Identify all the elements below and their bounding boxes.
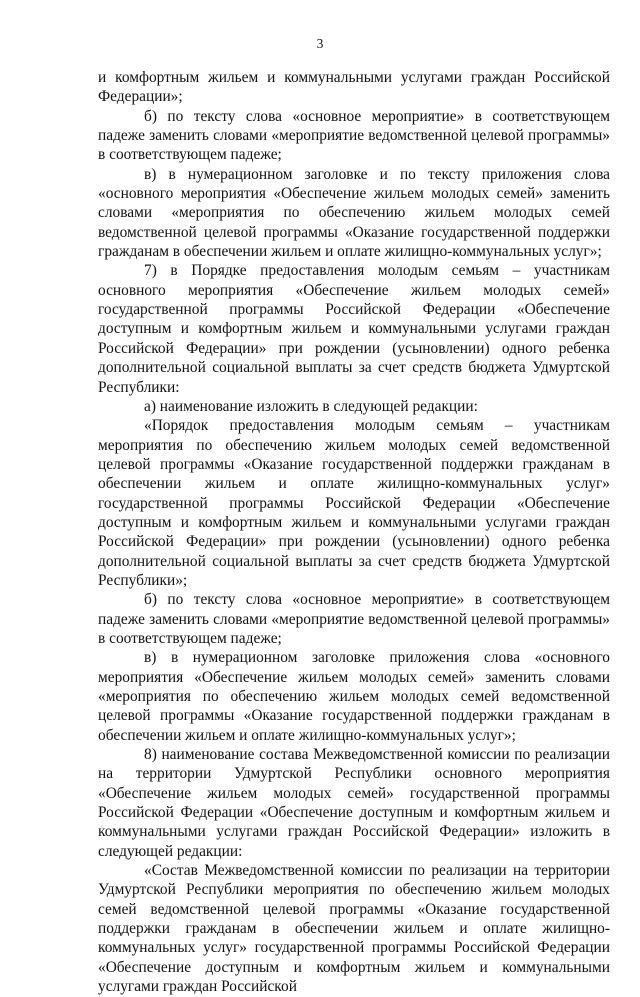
paragraph-continuation: и комфортным жильем и коммунальными услугами граждан Российской Федерации»; <box>98 69 610 106</box>
paragraph-item-v-2: в) в нумерационном заголовке приложения слова «основного мероприятия «Обеспечение жильем молодых семей» заменить словами «мероприятия по обеспечению жильем молодых семей ведомственной целевой программы «Оказание государственной поддержки гражданам в обеспечении жильем и оплате жилищно-коммунальных услуг»; <box>98 649 610 744</box>
paragraph-item-8: 8) наименование состава Межведомственной комиссии по реализации на территории Удмуртской Республики основного мероприятия «Обеспечение жильем молодых семей» государственной программы Российской Федерации «Обеспечение доступным и комфортным жильем и коммунальными услугами граждан Российской Федерации» изложить в следующей редакции: <box>98 746 610 860</box>
document-body <box>98 68 610 997</box>
paragraph-item-a: а) наименование изложить в следующей редакции: <box>144 397 478 415</box>
paragraph-item-7: 7) в Порядке предоставления молодым семьям – участникам основного мероприятия «Обеспечение жильем молодых семей» государственной программы Российской Федерации «Обеспечение доступным и комфортным жильем и коммунальными услугами граждан Российской Федерации» при рождении (усыновлении) одного ребенка дополнительной социальной выплаты за счет средств бюджета Удмуртской Республики: <box>98 262 610 396</box>
page-number: 3 <box>316 36 324 51</box>
paragraph-item-b: б) по тексту слова «основное мероприятие» в соответствующем падеже заменить словами «мероприятие ведомственной целевой программы» в соответствующем падеже; <box>98 107 610 164</box>
paragraph-item-b-2: б) по тексту слова «основное мероприятие» в соответствующем падеже заменить словами «мероприятие ведомственной целевой программы» в соответствующем падеже; <box>98 591 610 647</box>
paragraph-item-v: в) в нумерационном заголовке и по тексту приложения слова «основного мероприятия «Обеспечение жильем молодых семей» заменить словами «мероприятия по обеспечению жильем молодых семей ведомственной целевой программы «Оказание государственной поддержки гражданам в обеспечении жильем и оплате жилищно-коммунальных услуг»; <box>98 165 610 261</box>
paragraph-quoted-title: «Порядок предоставления молодым семьям – участникам мероприятия по обеспечению жильем молодых семей ведомственной целевой программы «Оказание государственной поддержки гражданам в обеспечении жильем и оплате жилищно-коммунальных услуг» государственной программы Российской Федерации «Обеспечение доступным и комфортным жильем и коммунальными услугами граждан Российской Федерации» при рождении (усыновлении) одного ребенка дополнительной социальной выплаты за счет средств бюджета Удмуртской Республики»; <box>98 417 610 589</box>
paragraph-quoted-commission: «Состав Межведомственной комиссии по реализации на территории Удмуртской Республики мероприятия по обеспечению жильем молодых семей ведомственной целевой программы «Оказание государственной поддержки гражданам в обеспечении жильем и оплате жилищно-коммунальных услуг» государственной программы Российской Федерации «Обеспечение доступным и комфортным жильем и коммунальными услугами граждан Российской <box>98 862 610 996</box>
